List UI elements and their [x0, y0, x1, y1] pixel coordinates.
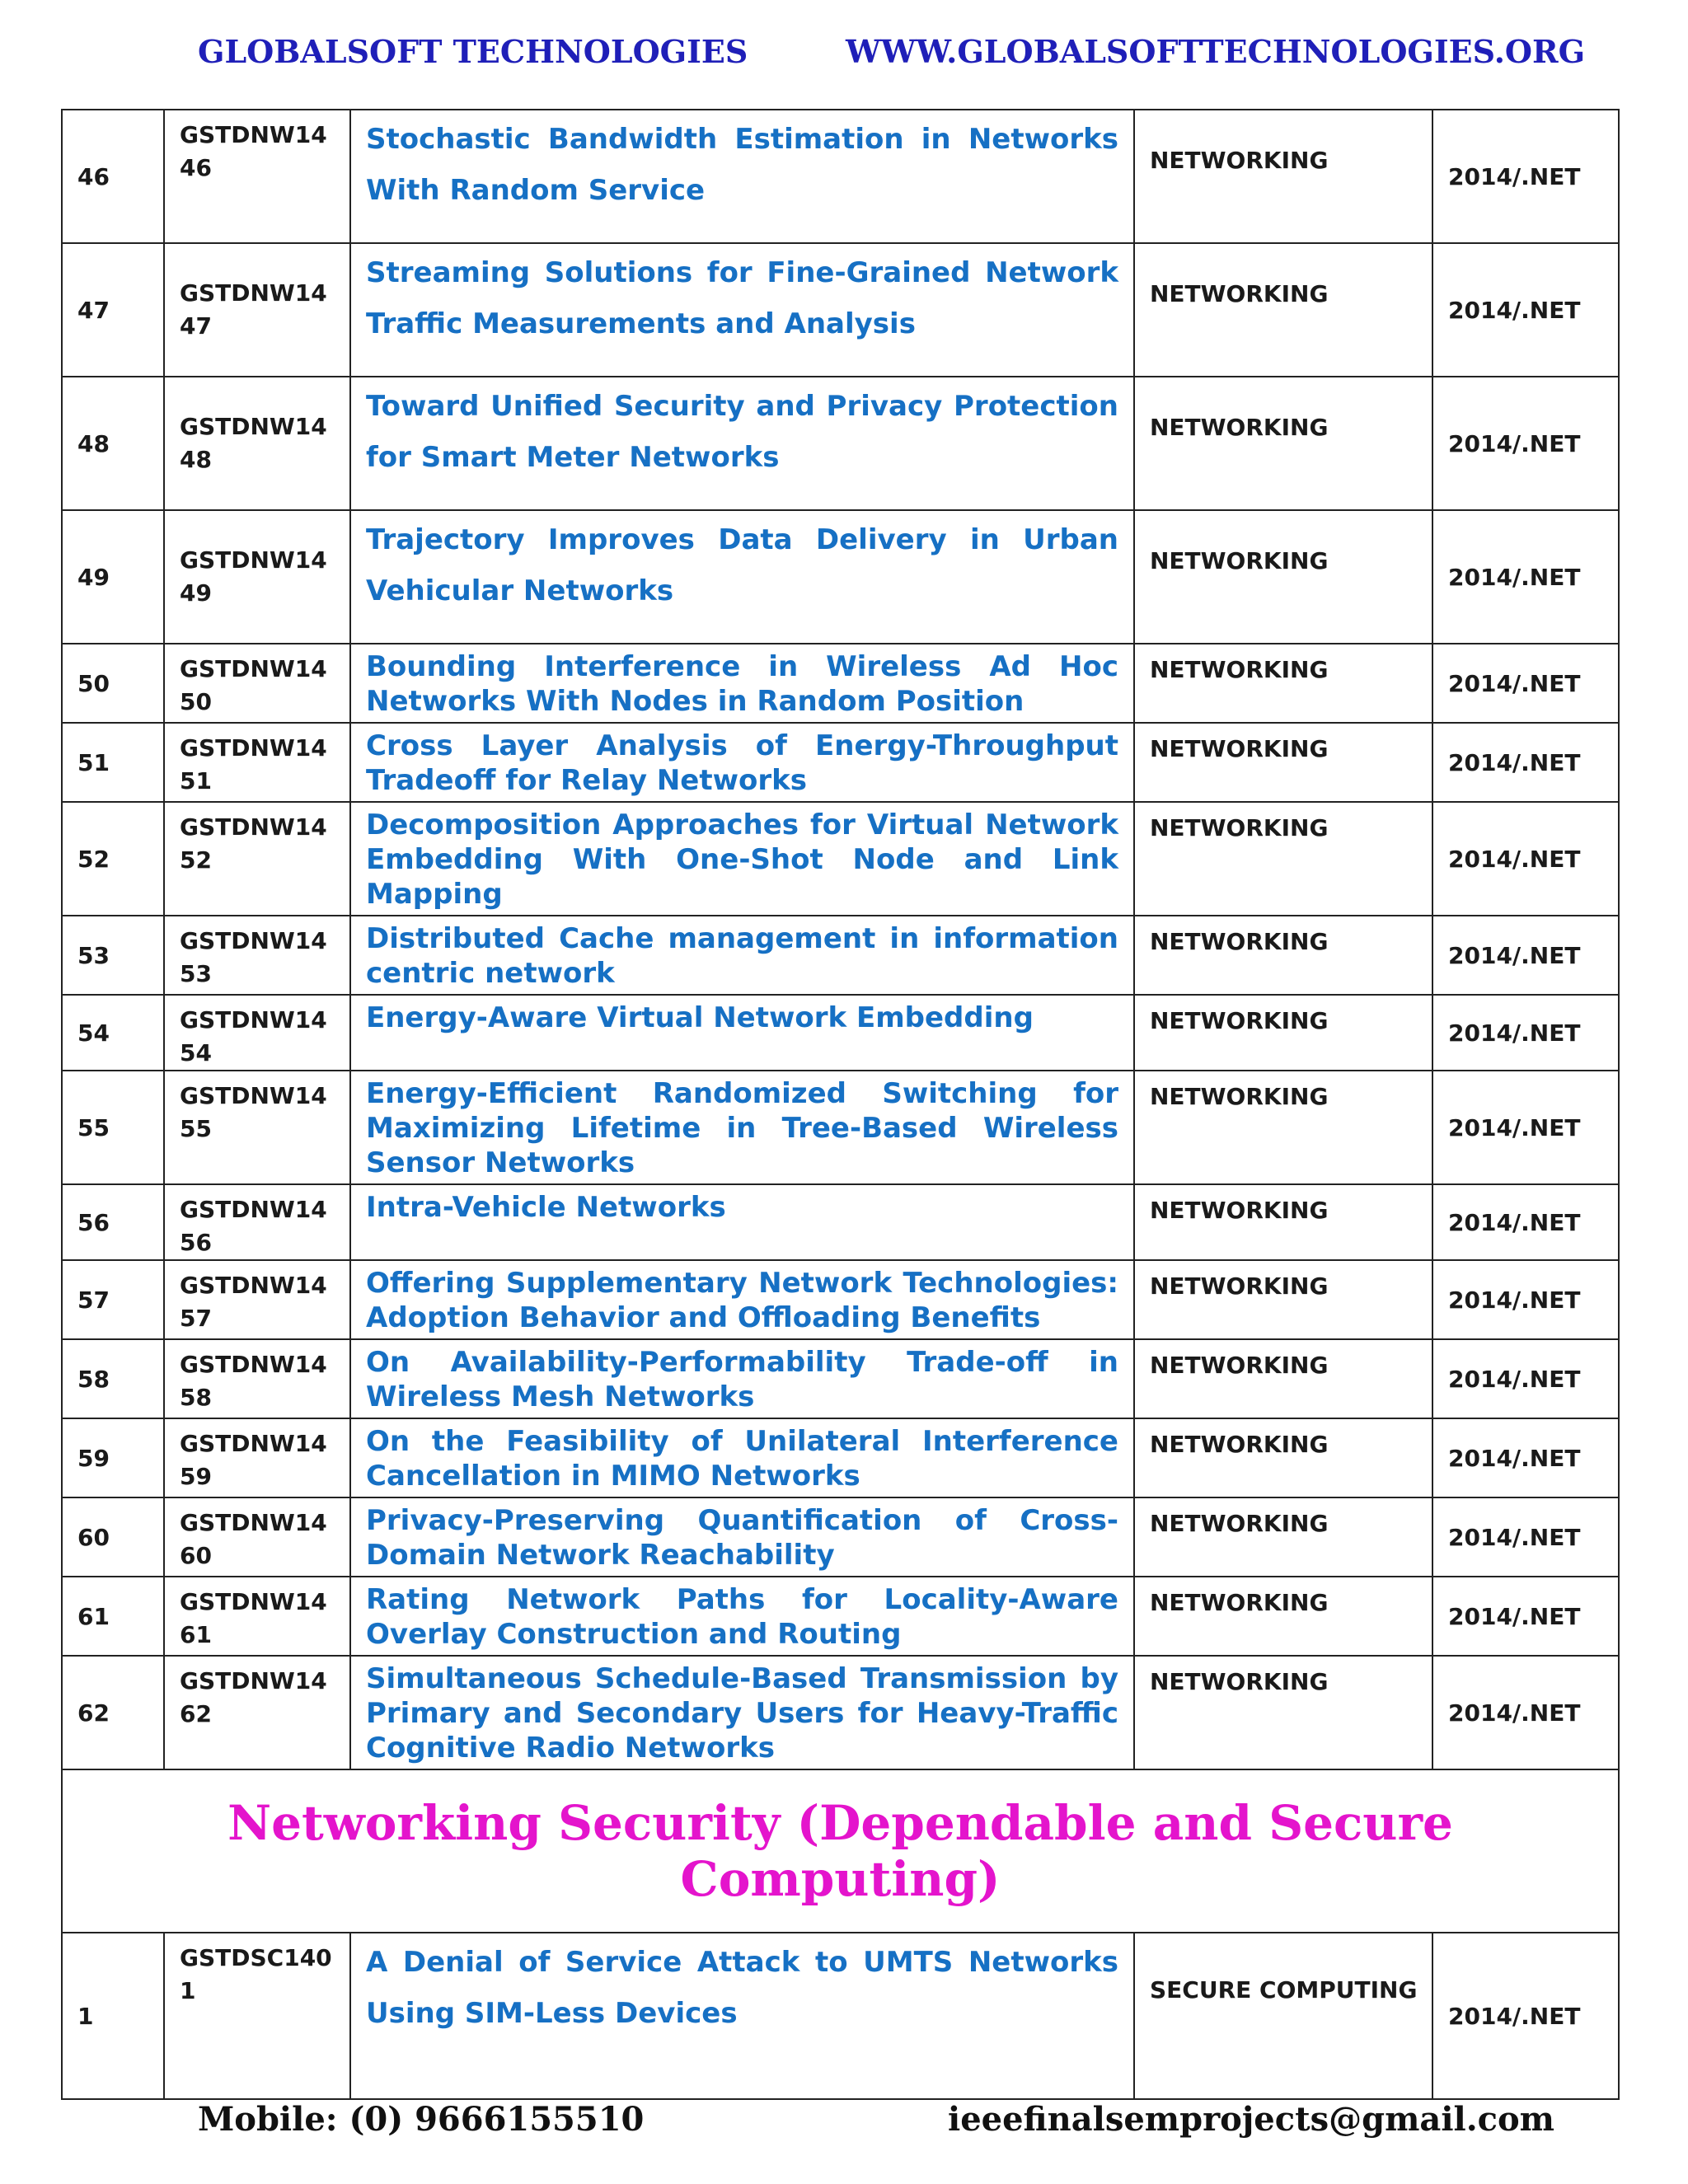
project-code: GSTDNW1456 [164, 1184, 350, 1260]
row-number: 59 [62, 1418, 164, 1497]
project-title: Toward Unified Security and Privacy Protection for Smart Meter Networks [350, 377, 1134, 510]
project-code: GSTDNW1448 [164, 377, 350, 510]
project-code: GSTDNW1449 [164, 510, 350, 644]
row-number: 51 [62, 723, 164, 802]
row-number: 53 [62, 916, 164, 995]
project-year: 2014/.NET [1432, 1071, 1619, 1184]
row-number: 54 [62, 995, 164, 1071]
section-row [62, 1769, 1619, 1933]
page-footer [0, 2100, 1688, 2149]
project-code: GSTDNW1452 [164, 802, 350, 916]
project-code: GSTDSC1401 [164, 1933, 350, 2099]
project-domain: NETWORKING [1134, 110, 1432, 243]
contact-email[interactable]: ieeefinalsemprojects@gmail.com [948, 2100, 1554, 2139]
table-row [62, 644, 1619, 723]
project-title: Bounding Interference in Wireless Ad Hoc Networks With Nodes in Random Position [350, 644, 1134, 723]
project-year: 2014/.NET [1432, 377, 1619, 510]
project-title: Streaming Solutions for Fine-Grained Network Traffic Measurements and Analysis [350, 243, 1134, 377]
project-year: 2014/.NET [1432, 1656, 1619, 1769]
project-domain: NETWORKING [1134, 1339, 1432, 1418]
project-year: 2014/.NET [1432, 802, 1619, 916]
project-year: 2014/.NET [1432, 1184, 1619, 1260]
table-row [62, 1577, 1619, 1656]
table-row [62, 377, 1619, 510]
project-title: Privacy-Preserving Quantification of Cross-Domain Network Reachability [350, 1497, 1134, 1577]
project-title: Intra-Vehicle Networks [350, 1184, 1134, 1260]
project-domain: NETWORKING [1134, 1656, 1432, 1769]
project-title: A Denial of Service Attack to UMTS Networks Using SIM-Less Devices [350, 1933, 1134, 2099]
project-domain: NETWORKING [1134, 723, 1432, 802]
row-number: 48 [62, 377, 164, 510]
row-number: 56 [62, 1184, 164, 1260]
project-domain: NETWORKING [1134, 916, 1432, 995]
project-domain: NETWORKING [1134, 1418, 1432, 1497]
project-domain: NETWORKING [1134, 1071, 1432, 1184]
project-domain: NETWORKING [1134, 1497, 1432, 1577]
project-year: 2014/.NET [1432, 110, 1619, 243]
project-year: 2014/.NET [1432, 916, 1619, 995]
row-number: 52 [62, 802, 164, 916]
table-row [62, 243, 1619, 377]
table-row [62, 510, 1619, 644]
project-title: Cross Layer Analysis of Energy-Throughput Tradeoff for Relay Networks [350, 723, 1134, 802]
website-url[interactable]: WWW.GLOBALSOFTTECHNOLOGIES.ORG [846, 33, 1586, 70]
project-title: Trajectory Improves Data Delivery in Urban Vehicular Networks [350, 510, 1134, 644]
page-header [0, 33, 1688, 82]
project-title: Simultaneous Schedule-Based Transmission by Primary and Secondary Users for Heavy-Traffic Cognitive Radio Networks [350, 1656, 1134, 1769]
project-title: Stochastic Bandwidth Estimation in Networks With Random Service [350, 110, 1134, 243]
project-code: GSTDNW1460 [164, 1497, 350, 1577]
table-row [62, 916, 1619, 995]
project-year: 2014/.NET [1432, 1339, 1619, 1418]
row-number: 1 [62, 1933, 164, 2099]
table-row [62, 1071, 1619, 1184]
project-code: GSTDNW1457 [164, 1260, 350, 1339]
project-code: GSTDNW1446 [164, 110, 350, 243]
project-domain: NETWORKING [1134, 243, 1432, 377]
project-year: 2014/.NET [1432, 995, 1619, 1071]
project-domain: NETWORKING [1134, 644, 1432, 723]
project-title: Energy-Efficient Randomized Switching for Maximizing Lifetime in Tree-Based Wireless Sensor Networks [350, 1071, 1134, 1184]
project-code: GSTDNW1461 [164, 1577, 350, 1656]
row-number: 62 [62, 1656, 164, 1769]
row-number: 55 [62, 1071, 164, 1184]
table-row [62, 1933, 1619, 2099]
projects-table [61, 109, 1620, 2100]
project-title: On Availability-Performability Trade-off in Wireless Mesh Networks [350, 1339, 1134, 1418]
table-row [62, 1656, 1619, 1769]
project-domain: NETWORKING [1134, 1184, 1432, 1260]
project-year: 2014/.NET [1432, 1497, 1619, 1577]
project-title: Rating Network Paths for Locality-Aware Overlay Construction and Routing [350, 1577, 1134, 1656]
project-code: GSTDNW1462 [164, 1656, 350, 1769]
mobile-number: Mobile: (0) 9666155510 [198, 2100, 645, 2139]
row-number: 47 [62, 243, 164, 377]
project-domain: NETWORKING [1134, 995, 1432, 1071]
section-heading: Networking Security (Dependable and Secure Computing) [62, 1769, 1619, 1933]
project-year: 2014/.NET [1432, 723, 1619, 802]
project-title: Distributed Cache management in information centric network [350, 916, 1134, 995]
project-code: GSTDNW1451 [164, 723, 350, 802]
row-number: 49 [62, 510, 164, 644]
table-row [62, 802, 1619, 916]
project-year: 2014/.NET [1432, 644, 1619, 723]
table-row [62, 995, 1619, 1071]
project-code: GSTDNW1453 [164, 916, 350, 995]
project-domain: NETWORKING [1134, 1577, 1432, 1656]
table-row [62, 1184, 1619, 1260]
table-row [62, 723, 1619, 802]
project-year: 2014/.NET [1432, 1577, 1619, 1656]
project-code: GSTDNW1455 [164, 1071, 350, 1184]
project-year: 2014/.NET [1432, 1260, 1619, 1339]
project-year: 2014/.NET [1432, 1418, 1619, 1497]
project-code: GSTDNW1459 [164, 1418, 350, 1497]
row-number: 61 [62, 1577, 164, 1656]
table-row [62, 1260, 1619, 1339]
project-domain: NETWORKING [1134, 802, 1432, 916]
project-title: Decomposition Approaches for Virtual Network Embedding With One-Shot Node and Link Mapping [350, 802, 1134, 916]
row-number: 57 [62, 1260, 164, 1339]
project-domain: NETWORKING [1134, 510, 1432, 644]
row-number: 60 [62, 1497, 164, 1577]
project-year: 2014/.NET [1432, 1933, 1619, 2099]
project-domain: NETWORKING [1134, 377, 1432, 510]
project-year: 2014/.NET [1432, 510, 1619, 644]
project-code: GSTDNW1450 [164, 644, 350, 723]
project-domain: NETWORKING [1134, 1260, 1432, 1339]
company-name: GLOBALSOFT TECHNOLOGIES [198, 33, 748, 70]
project-domain: SECURE COMPUTING [1134, 1933, 1432, 2099]
table-row [62, 1339, 1619, 1418]
table-row [62, 1418, 1619, 1497]
table-row [62, 110, 1619, 243]
project-title: Offering Supplementary Network Technologies: Adoption Behavior and Offloading Benefits [350, 1260, 1134, 1339]
table-row [62, 1497, 1619, 1577]
project-code: GSTDNW1454 [164, 995, 350, 1071]
project-code: GSTDNW1447 [164, 243, 350, 377]
project-year: 2014/.NET [1432, 243, 1619, 377]
project-code: GSTDNW1458 [164, 1339, 350, 1418]
project-title: Energy-Aware Virtual Network Embedding [350, 995, 1134, 1071]
project-title: On the Feasibility of Unilateral Interference Cancellation in MIMO Networks [350, 1418, 1134, 1497]
row-number: 50 [62, 644, 164, 723]
row-number: 58 [62, 1339, 164, 1418]
row-number: 46 [62, 110, 164, 243]
